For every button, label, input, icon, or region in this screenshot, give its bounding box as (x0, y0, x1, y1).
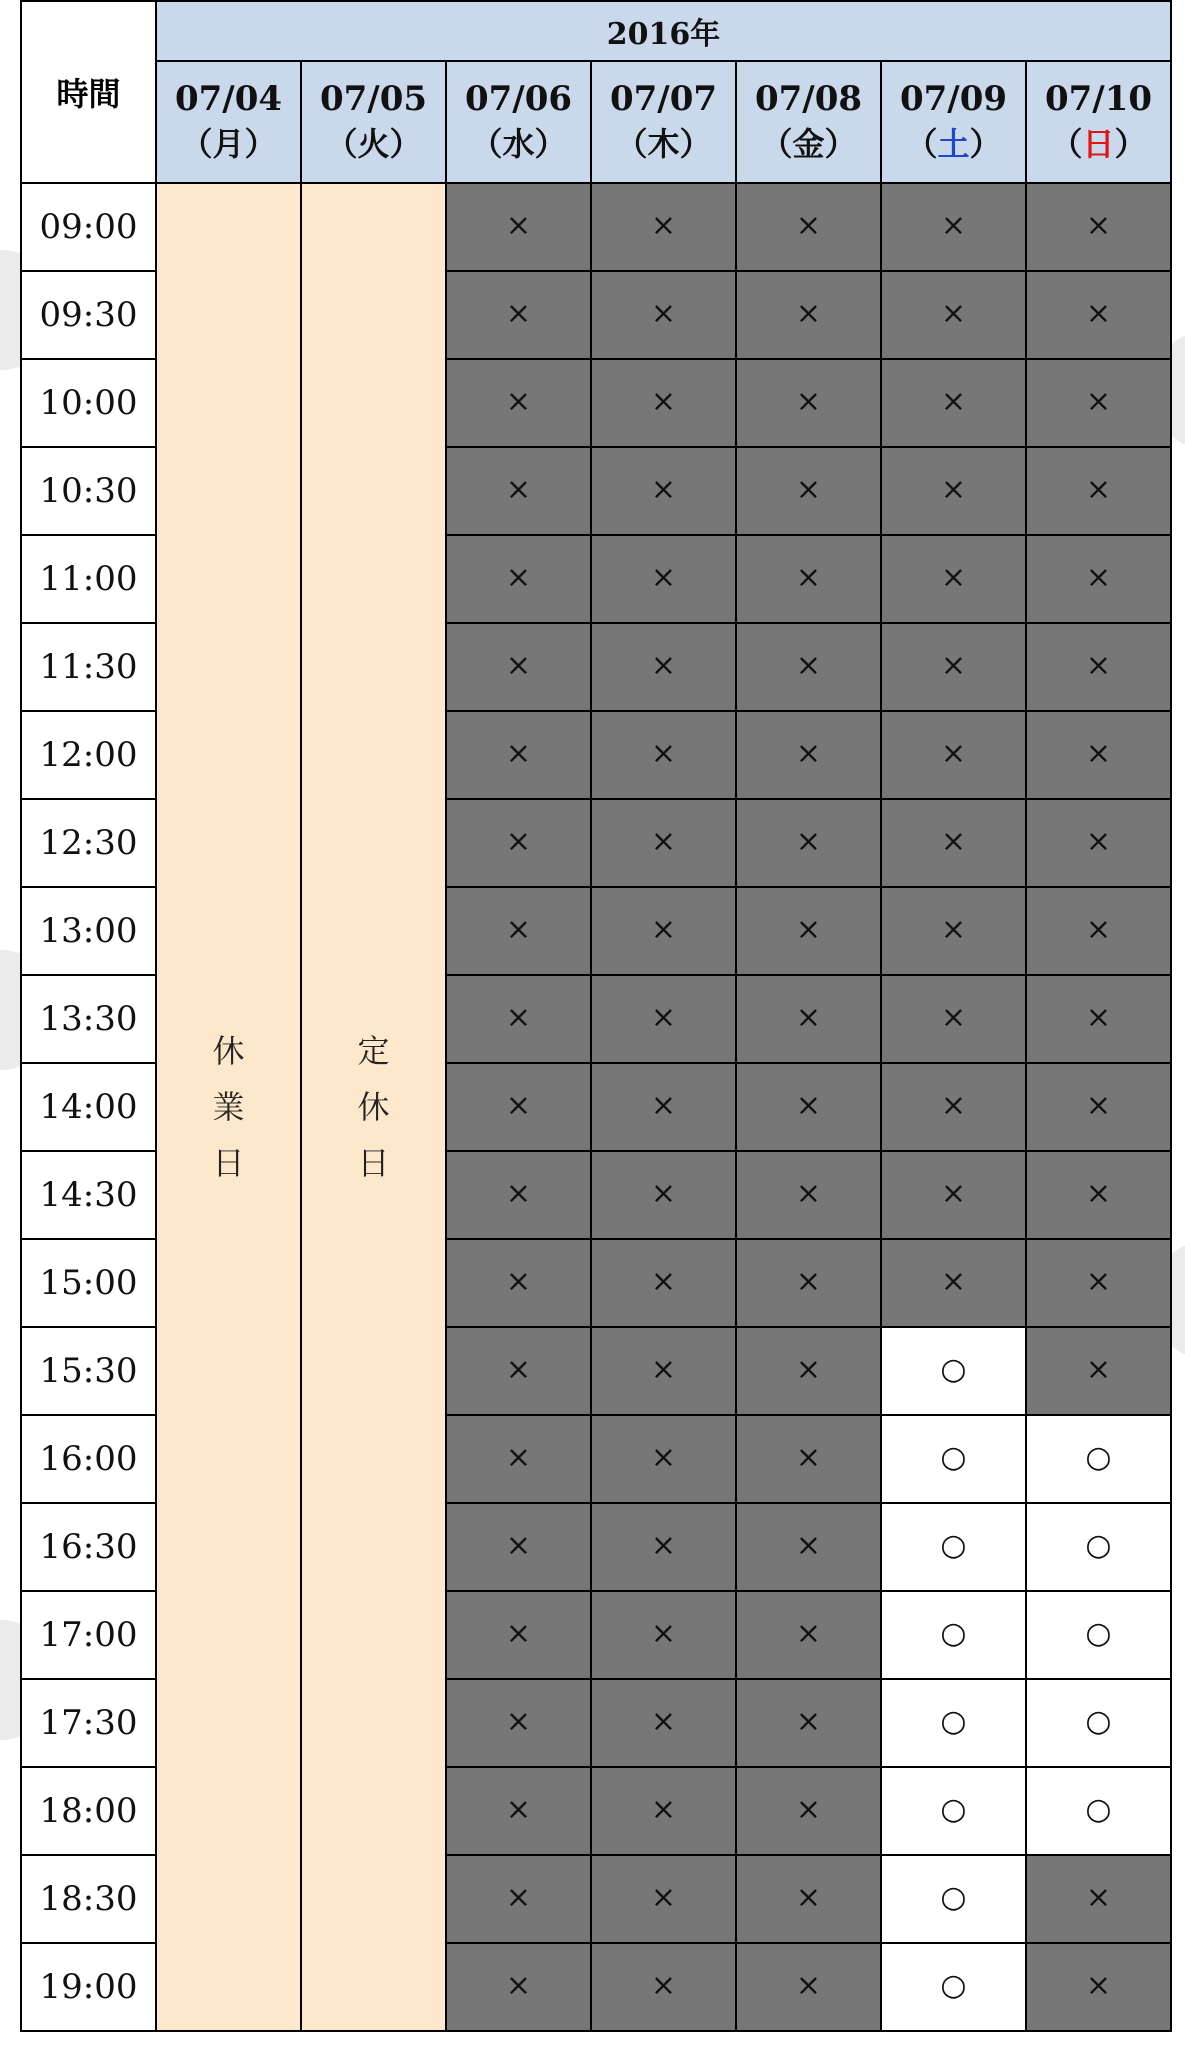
unavailable-slot (591, 1767, 736, 1855)
unavailable-slot (1026, 1855, 1171, 1943)
unavailable-mark: × (795, 1879, 822, 1915)
available-slot[interactable] (881, 1415, 1026, 1503)
unavailable-mark: × (795, 1791, 822, 1827)
unavailable-mark: × (940, 471, 967, 507)
unavailable-mark: × (1085, 471, 1112, 507)
unavailable-mark: × (795, 559, 822, 595)
available-mark: ○ (940, 1439, 967, 1475)
unavailable-mark: × (940, 647, 967, 683)
unavailable-slot (591, 1679, 736, 1767)
unavailable-slot (1026, 799, 1171, 887)
available-mark: ○ (940, 1703, 967, 1739)
unavailable-slot (446, 1415, 591, 1503)
weekday-bracket: ） (969, 125, 1002, 164)
unavailable-mark: × (650, 1175, 677, 1211)
unavailable-slot (736, 799, 881, 887)
unavailable-mark: × (505, 911, 532, 947)
unavailable-mark: × (650, 295, 677, 331)
unavailable-mark: × (940, 207, 967, 243)
available-slot[interactable] (1026, 1591, 1171, 1679)
unavailable-mark: × (795, 823, 822, 859)
unavailable-mark: × (940, 999, 967, 1035)
unavailable-slot (591, 271, 736, 359)
time-slot-label: 17:30 (21, 1679, 156, 1767)
unavailable-mark: × (650, 647, 677, 683)
weekday-bracket: （ (1050, 125, 1083, 164)
unavailable-mark: × (505, 1439, 532, 1475)
day-date: 07/10 (1044, 79, 1153, 120)
reservation-table (20, 0, 1172, 2032)
unavailable-slot (446, 1239, 591, 1327)
unavailable-slot (736, 1415, 881, 1503)
unavailable-slot (446, 447, 591, 535)
day-header-0708 (736, 61, 881, 183)
day-header-0704 (156, 61, 301, 183)
unavailable-slot (881, 1063, 1026, 1151)
unavailable-mark: × (650, 823, 677, 859)
unavailable-slot (881, 359, 1026, 447)
day-date: 07/06 (464, 79, 573, 120)
unavailable-slot (1026, 623, 1171, 711)
unavailable-mark: × (795, 1087, 822, 1123)
weekday-saturday: 土 (937, 125, 970, 164)
day-weekday: （金） (760, 125, 857, 164)
time-slot-label: 12:00 (21, 711, 156, 799)
day-weekday (1027, 123, 1170, 166)
unavailable-mark: × (1085, 1967, 1112, 2003)
unavailable-mark: × (650, 735, 677, 771)
unavailable-slot (591, 1239, 736, 1327)
unavailable-mark: × (650, 999, 677, 1035)
unavailable-mark: × (795, 1703, 822, 1739)
available-mark: ○ (1085, 1791, 1112, 1827)
unavailable-mark: × (650, 1615, 677, 1651)
unavailable-mark: × (505, 1527, 532, 1563)
unavailable-slot (591, 1063, 736, 1151)
unavailable-mark: × (505, 383, 532, 419)
unavailable-slot (736, 535, 881, 623)
unavailable-slot (591, 887, 736, 975)
unavailable-mark: × (795, 999, 822, 1035)
day-header-0709 (881, 61, 1026, 183)
unavailable-mark: × (795, 1175, 822, 1211)
unavailable-mark: × (650, 1967, 677, 2003)
time-slot-label: 18:30 (21, 1855, 156, 1943)
unavailable-slot (591, 1503, 736, 1591)
unavailable-mark: × (505, 735, 532, 771)
unavailable-slot (881, 183, 1026, 271)
unavailable-mark: × (1085, 1175, 1112, 1211)
day-weekday: （火） (325, 125, 422, 164)
day-header-0707 (591, 61, 736, 183)
unavailable-slot (736, 1063, 881, 1151)
unavailable-slot (736, 1327, 881, 1415)
unavailable-mark: × (650, 1263, 677, 1299)
slot-rows (21, 183, 1171, 2031)
weekday-bracket: （ (905, 125, 938, 164)
unavailable-slot (591, 711, 736, 799)
unavailable-mark: × (795, 1263, 822, 1299)
unavailable-mark: × (650, 383, 677, 419)
day-header-0705 (301, 61, 446, 183)
unavailable-slot (736, 1679, 881, 1767)
unavailable-mark: × (795, 1615, 822, 1651)
unavailable-slot (736, 623, 881, 711)
unavailable-slot (1026, 183, 1171, 271)
available-slot[interactable] (881, 1679, 1026, 1767)
day-date: 07/08 (754, 79, 863, 120)
day-weekday: （水） (470, 125, 567, 164)
unavailable-mark: × (650, 1879, 677, 1915)
unavailable-slot (881, 975, 1026, 1063)
unavailable-slot (1026, 447, 1171, 535)
unavailable-mark: × (505, 1175, 532, 1211)
time-slot-label: 09:00 (21, 183, 156, 271)
unavailable-slot (1026, 1151, 1171, 1239)
closed-day-cell (156, 183, 301, 2031)
unavailable-mark: × (1085, 295, 1112, 331)
unavailable-slot (1026, 1327, 1171, 1415)
unavailable-mark: × (940, 1263, 967, 1299)
unavailable-slot (591, 1855, 736, 1943)
unavailable-slot (1026, 711, 1171, 799)
unavailable-slot (736, 1239, 881, 1327)
unavailable-slot (446, 799, 591, 887)
unavailable-slot (736, 1591, 881, 1679)
unavailable-mark: × (940, 823, 967, 859)
unavailable-slot (881, 1151, 1026, 1239)
unavailable-slot (881, 623, 1026, 711)
unavailable-mark: × (1085, 383, 1112, 419)
unavailable-mark: × (795, 647, 822, 683)
unavailable-mark: × (795, 1967, 822, 2003)
available-mark: ○ (1085, 1615, 1112, 1651)
unavailable-mark: × (795, 1439, 822, 1475)
unavailable-slot (446, 183, 591, 271)
time-slot-label: 17:00 (21, 1591, 156, 1679)
time-slot-label: 18:00 (21, 1767, 156, 1855)
unavailable-mark: × (505, 559, 532, 595)
unavailable-slot (591, 535, 736, 623)
day-date: 07/07 (609, 79, 718, 120)
unavailable-slot (446, 1591, 591, 1679)
day-date: 07/04 (174, 79, 283, 120)
day-header-0706 (446, 61, 591, 183)
unavailable-slot (446, 887, 591, 975)
unavailable-mark: × (505, 1967, 532, 2003)
unavailable-mark: × (650, 207, 677, 243)
unavailable-slot (591, 975, 736, 1063)
unavailable-mark: × (940, 1175, 967, 1211)
unavailable-slot (736, 1943, 881, 2031)
unavailable-mark: × (650, 471, 677, 507)
weekday-bracket: ） (1114, 125, 1147, 164)
day-weekday: （木） (615, 125, 712, 164)
unavailable-mark: × (505, 1263, 532, 1299)
unavailable-slot (591, 1415, 736, 1503)
unavailable-mark: × (1085, 735, 1112, 771)
day-weekday (882, 123, 1025, 166)
available-mark: ○ (1085, 1527, 1112, 1563)
unavailable-slot (591, 183, 736, 271)
day-header-0710 (1026, 61, 1171, 183)
available-slot[interactable] (881, 1767, 1026, 1855)
unavailable-slot (591, 1943, 736, 2031)
unavailable-mark: × (940, 735, 967, 771)
unavailable-slot (591, 447, 736, 535)
unavailable-slot (446, 711, 591, 799)
unavailable-slot (446, 1327, 591, 1415)
unavailable-slot (591, 1327, 736, 1415)
unavailable-mark: × (795, 1351, 822, 1387)
unavailable-mark: × (505, 207, 532, 243)
time-slot-label: 15:00 (21, 1239, 156, 1327)
unavailable-mark: × (940, 559, 967, 595)
unavailable-mark: × (795, 471, 822, 507)
closed-day-cell (301, 183, 446, 2031)
unavailable-mark: × (940, 383, 967, 419)
unavailable-mark: × (650, 911, 677, 947)
unavailable-slot (736, 887, 881, 975)
unavailable-mark: × (940, 295, 967, 331)
unavailable-slot (1026, 535, 1171, 623)
unavailable-slot (1026, 271, 1171, 359)
unavailable-slot (591, 1591, 736, 1679)
unavailable-slot (1026, 1239, 1171, 1327)
unavailable-mark: × (795, 735, 822, 771)
unavailable-mark: × (1085, 559, 1112, 595)
time-slot-label: 13:00 (21, 887, 156, 975)
unavailable-slot (446, 1855, 591, 1943)
available-mark: ○ (940, 1879, 967, 1915)
available-slot[interactable] (1026, 1503, 1171, 1591)
unavailable-slot (881, 535, 1026, 623)
unavailable-mark: × (505, 1351, 532, 1387)
unavailable-slot (446, 271, 591, 359)
unavailable-mark: × (795, 295, 822, 331)
unavailable-slot (736, 1855, 881, 1943)
time-slot-label: 14:30 (21, 1151, 156, 1239)
unavailable-mark: × (1085, 1263, 1112, 1299)
unavailable-slot (1026, 975, 1171, 1063)
unavailable-slot (446, 1943, 591, 2031)
unavailable-mark: × (650, 1791, 677, 1827)
unavailable-slot (881, 271, 1026, 359)
year-header: 2016年 (156, 1, 1171, 61)
unavailable-mark: × (1085, 1351, 1112, 1387)
available-mark: ○ (940, 1967, 967, 2003)
unavailable-slot (591, 799, 736, 887)
available-mark: ○ (940, 1351, 967, 1387)
available-mark: ○ (940, 1527, 967, 1563)
unavailable-mark: × (1085, 1087, 1112, 1123)
unavailable-slot (736, 447, 881, 535)
unavailable-slot (591, 359, 736, 447)
unavailable-slot (736, 359, 881, 447)
unavailable-slot (1026, 887, 1171, 975)
unavailable-slot (591, 623, 736, 711)
unavailable-mark: × (505, 295, 532, 331)
unavailable-mark: × (795, 383, 822, 419)
unavailable-mark: × (505, 1615, 532, 1651)
time-column-header: 時間 (21, 1, 156, 183)
unavailable-slot (881, 799, 1026, 887)
available-slot[interactable] (1026, 1415, 1171, 1503)
unavailable-slot (736, 1503, 881, 1591)
unavailable-slot (736, 1767, 881, 1855)
unavailable-slot (736, 975, 881, 1063)
unavailable-slot (446, 1063, 591, 1151)
unavailable-slot (736, 1151, 881, 1239)
unavailable-mark: × (1085, 911, 1112, 947)
available-slot[interactable] (881, 1503, 1026, 1591)
time-slot-label: 13:30 (21, 975, 156, 1063)
unavailable-mark: × (505, 999, 532, 1035)
unavailable-slot (736, 711, 881, 799)
available-mark: ○ (940, 1791, 967, 1827)
day-date: 07/05 (319, 79, 428, 120)
time-slot-label: 14:00 (21, 1063, 156, 1151)
time-slot-label: 16:30 (21, 1503, 156, 1591)
unavailable-slot (1026, 1063, 1171, 1151)
unavailable-mark: × (1085, 823, 1112, 859)
time-slot-label: 15:30 (21, 1327, 156, 1415)
closed-day-label: 定休日 (357, 1032, 390, 1182)
unavailable-slot (446, 535, 591, 623)
unavailable-mark: × (505, 647, 532, 683)
unavailable-mark: × (1085, 647, 1112, 683)
unavailable-slot (881, 447, 1026, 535)
available-slot[interactable] (881, 1943, 1026, 2031)
unavailable-mark: × (795, 1527, 822, 1563)
time-slot-label: 19:00 (21, 1943, 156, 2031)
unavailable-slot (446, 1679, 591, 1767)
unavailable-mark: × (505, 1703, 532, 1739)
unavailable-slot (446, 1767, 591, 1855)
unavailable-slot (881, 1239, 1026, 1327)
unavailable-slot (1026, 1943, 1171, 2031)
unavailable-mark: × (505, 471, 532, 507)
unavailable-mark: × (650, 1351, 677, 1387)
available-mark: ○ (940, 1615, 967, 1651)
table-row (21, 183, 1171, 271)
unavailable-slot (881, 711, 1026, 799)
unavailable-mark: × (650, 1703, 677, 1739)
closed-day-label: 休業日 (212, 1032, 245, 1182)
available-slot[interactable] (1026, 1767, 1171, 1855)
unavailable-mark: × (650, 1087, 677, 1123)
available-mark: ○ (1085, 1439, 1112, 1475)
unavailable-slot (1026, 359, 1171, 447)
unavailable-mark: × (1085, 207, 1112, 243)
weekday-sunday: 日 (1082, 125, 1115, 164)
unavailable-mark: × (505, 823, 532, 859)
unavailable-mark: × (795, 911, 822, 947)
unavailable-slot (446, 975, 591, 1063)
day-date: 07/09 (899, 79, 1008, 120)
unavailable-slot (736, 183, 881, 271)
day-weekday: （月） (180, 125, 277, 164)
unavailable-slot (446, 359, 591, 447)
unavailable-mark: × (650, 1439, 677, 1475)
unavailable-mark: × (505, 1087, 532, 1123)
unavailable-mark: × (650, 1527, 677, 1563)
time-slot-label: 10:00 (21, 359, 156, 447)
unavailable-mark: × (1085, 1879, 1112, 1915)
unavailable-slot (446, 1503, 591, 1591)
available-mark: ○ (1085, 1703, 1112, 1739)
unavailable-mark: × (505, 1791, 532, 1827)
unavailable-mark: × (650, 559, 677, 595)
time-slot-label: 09:30 (21, 271, 156, 359)
time-slot-label: 11:00 (21, 535, 156, 623)
unavailable-slot (446, 623, 591, 711)
available-slot[interactable] (881, 1591, 1026, 1679)
available-slot[interactable] (1026, 1679, 1171, 1767)
unavailable-mark: × (1085, 999, 1112, 1035)
time-slot-label: 10:30 (21, 447, 156, 535)
available-slot[interactable] (881, 1855, 1026, 1943)
unavailable-mark: × (940, 911, 967, 947)
time-slot-label: 12:30 (21, 799, 156, 887)
time-slot-label: 11:30 (21, 623, 156, 711)
unavailable-mark: × (940, 1087, 967, 1123)
time-slot-label: 16:00 (21, 1415, 156, 1503)
unavailable-slot (881, 887, 1026, 975)
unavailable-mark: × (505, 1879, 532, 1915)
available-slot[interactable] (881, 1327, 1026, 1415)
unavailable-slot (736, 271, 881, 359)
unavailable-mark: × (795, 207, 822, 243)
unavailable-slot (591, 1151, 736, 1239)
unavailable-slot (446, 1151, 591, 1239)
